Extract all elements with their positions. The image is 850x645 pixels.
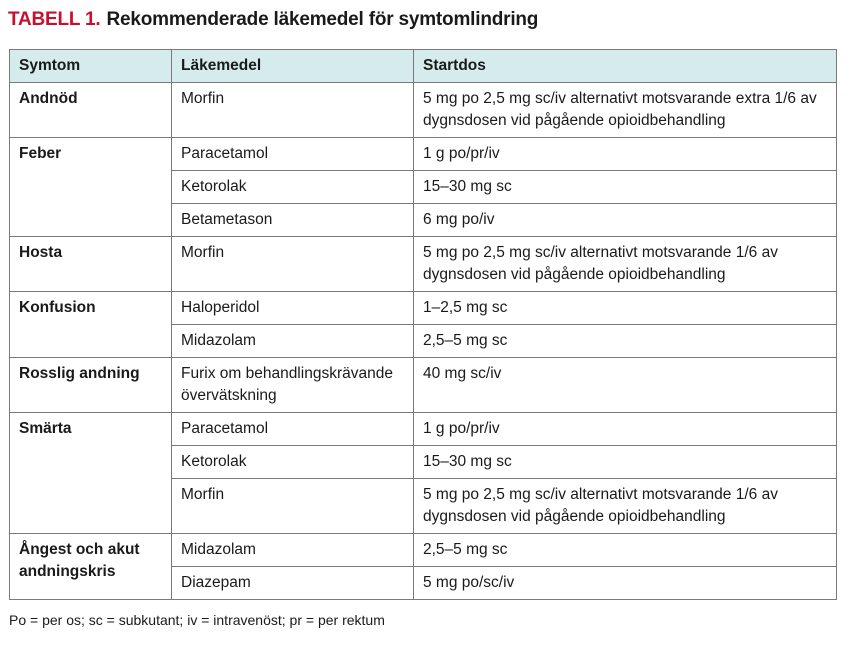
symptom-cell: Hosta	[10, 237, 172, 292]
header-row	[10, 50, 837, 83]
drug-cell: Diazepam	[172, 567, 414, 600]
footnote: Po = per os; sc = subkutant; iv = intravenöst; pr = per rektum	[9, 612, 385, 628]
dose-cell: 2,5–5 mg sc	[414, 325, 837, 358]
drug-cell: Paracetamol	[172, 138, 414, 171]
column-header-dose: Startdos	[414, 50, 837, 83]
dose-cell: 5 mg po 2,5 mg sc/iv alternativt motsvarande extra 1/6 av dygnsdosen vid pågående opioidbehandling	[414, 83, 837, 138]
table-body	[10, 83, 837, 600]
drug-cell: Morfin	[172, 237, 414, 292]
drug-cell: Morfin	[172, 479, 414, 534]
table-row	[10, 138, 837, 171]
table-title	[8, 9, 538, 31]
drug-cell: Betametason	[172, 204, 414, 237]
dose-cell: 15–30 mg sc	[414, 446, 837, 479]
table-row	[10, 237, 837, 292]
symptom-cell: Smärta	[10, 413, 172, 534]
dose-cell: 40 mg sc/iv	[414, 358, 837, 413]
table-label: TABELL 1.	[8, 9, 101, 30]
drug-cell: Morfin	[172, 83, 414, 138]
dose-cell: 6 mg po/iv	[414, 204, 837, 237]
medication-table	[9, 49, 837, 600]
table-row	[10, 292, 837, 325]
drug-cell: Ketorolak	[172, 446, 414, 479]
dose-cell: 1 g po/pr/iv	[414, 413, 837, 446]
dose-cell: 2,5–5 mg sc	[414, 534, 837, 567]
symptom-cell: Feber	[10, 138, 172, 237]
table-row	[10, 413, 837, 446]
table-caption: Rekommenderade läkemedel för symtomlindring	[106, 9, 539, 30]
dose-cell: 15–30 mg sc	[414, 171, 837, 204]
column-header-drug: Läkemedel	[172, 50, 414, 83]
symptom-cell: Andnöd	[10, 83, 172, 138]
dose-cell: 5 mg po 2,5 mg sc/iv alternativt motsvarande 1/6 av dygnsdosen vid pågående opioidbehandling	[414, 237, 837, 292]
drug-cell: Midazolam	[172, 534, 414, 567]
dose-cell: 1 g po/pr/iv	[414, 138, 837, 171]
table-row	[10, 83, 837, 138]
dose-cell: 1–2,5 mg sc	[414, 292, 837, 325]
drug-cell: Furix om behandlingskrävande övervätskning	[172, 358, 414, 413]
dose-cell: 5 mg po 2,5 mg sc/iv alternativt motsvarande 1/6 av dygnsdosen vid pågående opioidbehandling	[414, 479, 837, 534]
drug-cell: Haloperidol	[172, 292, 414, 325]
table-row	[10, 534, 837, 567]
table-row	[10, 358, 837, 413]
column-header-symptom: Symtom	[10, 50, 172, 83]
drug-cell: Paracetamol	[172, 413, 414, 446]
dose-cell: 5 mg po/sc/iv	[414, 567, 837, 600]
drug-cell: Ketorolak	[172, 171, 414, 204]
symptom-cell: Ångest och akut andningskris	[10, 534, 172, 600]
symptom-cell: Konfusion	[10, 292, 172, 358]
drug-cell: Midazolam	[172, 325, 414, 358]
symptom-cell: Rosslig andning	[10, 358, 172, 413]
